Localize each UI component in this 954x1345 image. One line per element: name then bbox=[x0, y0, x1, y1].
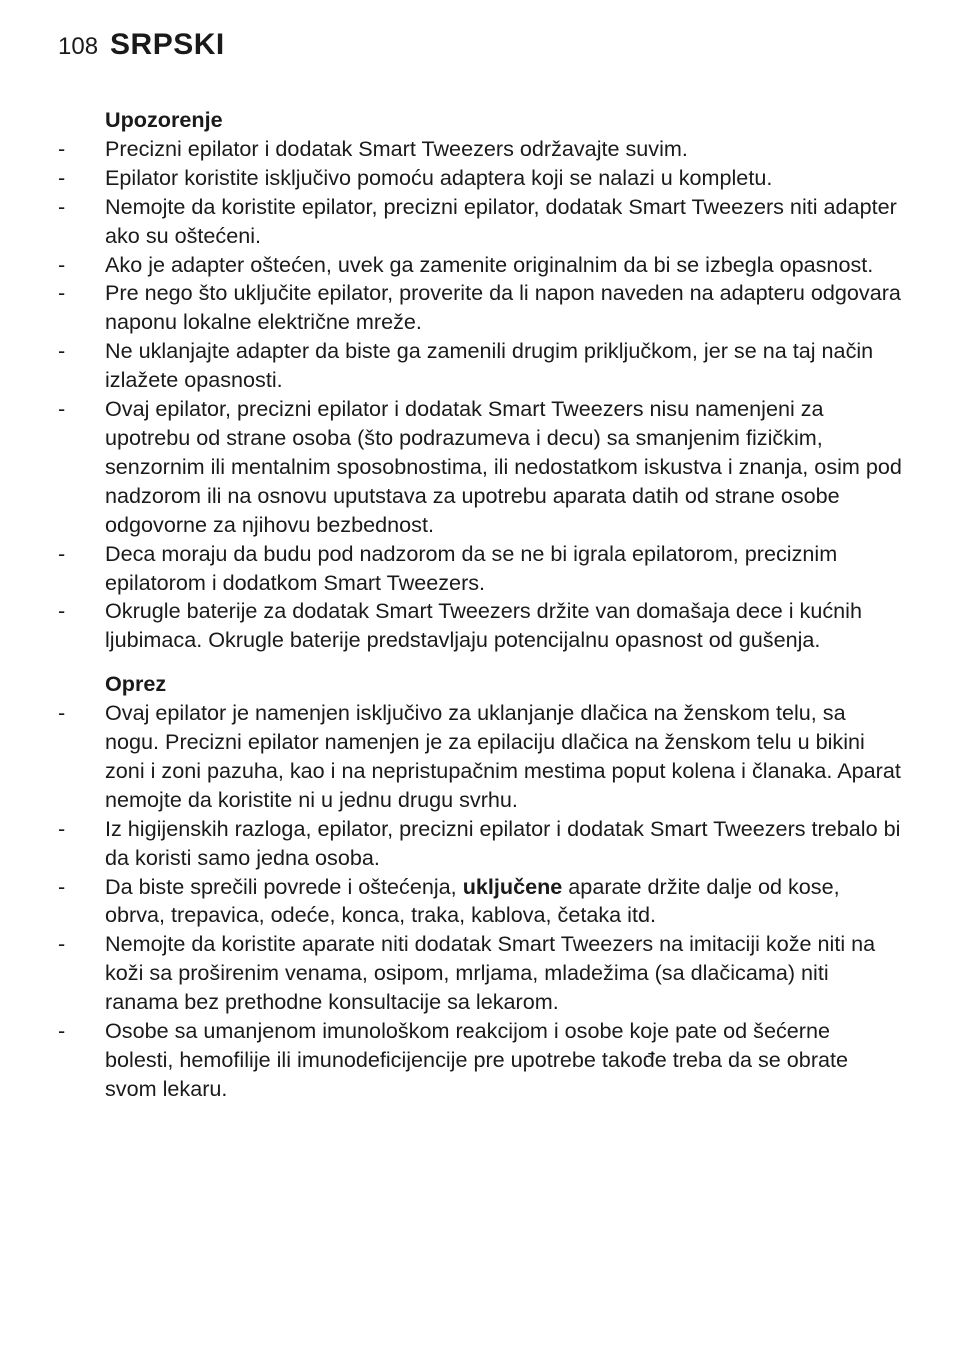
bullet-dash: - bbox=[58, 164, 66, 190]
list-item-text: Osobe sa umanjenom imunološkom reakcijom i osobe koje pate od šećerne bolesti, hemofilije ili imunodeficijencije pre upotrebe takođe treba da se obrate svom lekaru. bbox=[105, 1018, 849, 1101]
list-item-text: Deca moraju da budu pod nadzorom da se ne bi igrala epilatorom, preciznim epilatorom i dodatkom Smart Tweezers. bbox=[105, 540, 838, 595]
bullet-dash: - bbox=[58, 338, 66, 364]
list-item-text: Precizni epilator i dodatak Smart Tweezers održavajte suvim. bbox=[105, 135, 688, 161]
emphasis-text: uključene bbox=[462, 873, 563, 899]
warning-section bbox=[58, 106, 903, 655]
caution-list bbox=[58, 699, 903, 1104]
document-body bbox=[58, 106, 903, 1119]
bullet-dash: - bbox=[58, 251, 66, 277]
list-item bbox=[58, 930, 903, 1017]
bullet-dash: - bbox=[58, 396, 66, 422]
list-item bbox=[58, 699, 903, 815]
bullet-dash: - bbox=[58, 280, 66, 306]
list-item bbox=[58, 540, 903, 598]
bullet-dash: - bbox=[58, 540, 66, 566]
list-item-text: Pre nego što uključite epilator, proverite da li napon naveden na adapteru odgovara naponu lokalne električne mreže. bbox=[105, 280, 901, 335]
list-item-text: Okrugle baterije za dodatak Smart Tweezers držite van domašaja dece i kućnih ljubimaca. Okrugle baterije predstavljaju potencijalnu opasnost od gušenja. bbox=[105, 598, 862, 653]
page-number: 108 bbox=[58, 33, 99, 60]
list-item-text: Ne uklanjajte adapter da biste ga zamenili drugim priključkom, jer se na taj način izlažete opasnosti. bbox=[105, 338, 874, 393]
bullet-dash: - bbox=[58, 135, 66, 161]
section-language-title: SRPSKI bbox=[110, 28, 225, 61]
caution-title: Oprez bbox=[105, 671, 167, 697]
list-item bbox=[58, 337, 903, 395]
page-header bbox=[58, 28, 225, 62]
list-item bbox=[58, 193, 903, 251]
bullet-dash: - bbox=[58, 700, 66, 726]
bullet-dash: - bbox=[58, 598, 66, 624]
list-item bbox=[58, 164, 903, 193]
list-item bbox=[58, 1017, 903, 1104]
caution-section bbox=[58, 670, 903, 1104]
list-item bbox=[58, 279, 903, 337]
list-item bbox=[58, 597, 903, 655]
list-item-text: Epilator koristite isključivo pomoću adaptera koji se nalazi u kompletu. bbox=[105, 164, 773, 190]
list-item bbox=[58, 873, 903, 931]
list-item-text: Da biste sprečili povrede i oštećenja, bbox=[105, 873, 463, 899]
list-item-text: aparate držite dalje od kose, obrva, trepavica, odeće, konca, traka, kablova, četaka itd. bbox=[105, 873, 840, 928]
list-item-text: Iz higijenskih razloga, epilator, precizni epilator i dodatak Smart Tweezers trebalo bi da koristi samo jedna osoba. bbox=[105, 815, 901, 870]
bullet-dash: - bbox=[58, 193, 66, 219]
list-item-text: Nemojte da koristite aparate niti dodatak Smart Tweezers na imitaciji kože niti na koži sa proširenim venama, osipom, mrljama, mladežima (sa dlačicama) niti ranama bez prethodne konsultacije sa lekarom. bbox=[105, 931, 876, 1015]
list-item-text: Ovaj epilator, precizni epilator i dodatak Smart Tweezers nisu namenjeni za upotrebu od strane osoba (što podrazumeva i decu) sa smanjenim fizičkim, senzornim ili mentalnim sposobnostima, ili nedostatkom iskustva i znanja, osim pod nadzorom ili na osnovu uputstava za upotrebu aparata datih od strane osobe odgovorne za njihovu bezbednost. bbox=[105, 396, 902, 537]
bullet-dash: - bbox=[58, 1018, 66, 1044]
bullet-dash: - bbox=[58, 873, 66, 899]
list-item bbox=[58, 815, 903, 873]
bullet-dash: - bbox=[58, 931, 66, 957]
list-item bbox=[58, 135, 903, 164]
list-item bbox=[58, 251, 903, 280]
warning-list bbox=[58, 135, 903, 655]
list-item bbox=[58, 395, 903, 540]
warning-title: Upozorenje bbox=[105, 107, 223, 132]
list-item-text: Ako je adapter oštećen, uvek ga zamenite originalnim da bi se izbegla opasnost. bbox=[105, 251, 874, 277]
list-item-text: Nemojte da koristite epilator, precizni epilator, dodatak Smart Tweezers niti adapter ako su oštećeni. bbox=[105, 193, 897, 248]
bullet-dash: - bbox=[58, 815, 66, 841]
list-item-text: Ovaj epilator je namenjen isključivo za uklanjanje dlačica na ženskom telu, sa nogu. Precizni epilator namenjen je za epilaciju dlačica na ženskom telu u bikini zoni i zoni pazuha, kao i na nepristupačnim mestima poput kolena i članaka. Aparat nemojte da koristite ni u jednu drugu svrhu. bbox=[105, 700, 901, 812]
